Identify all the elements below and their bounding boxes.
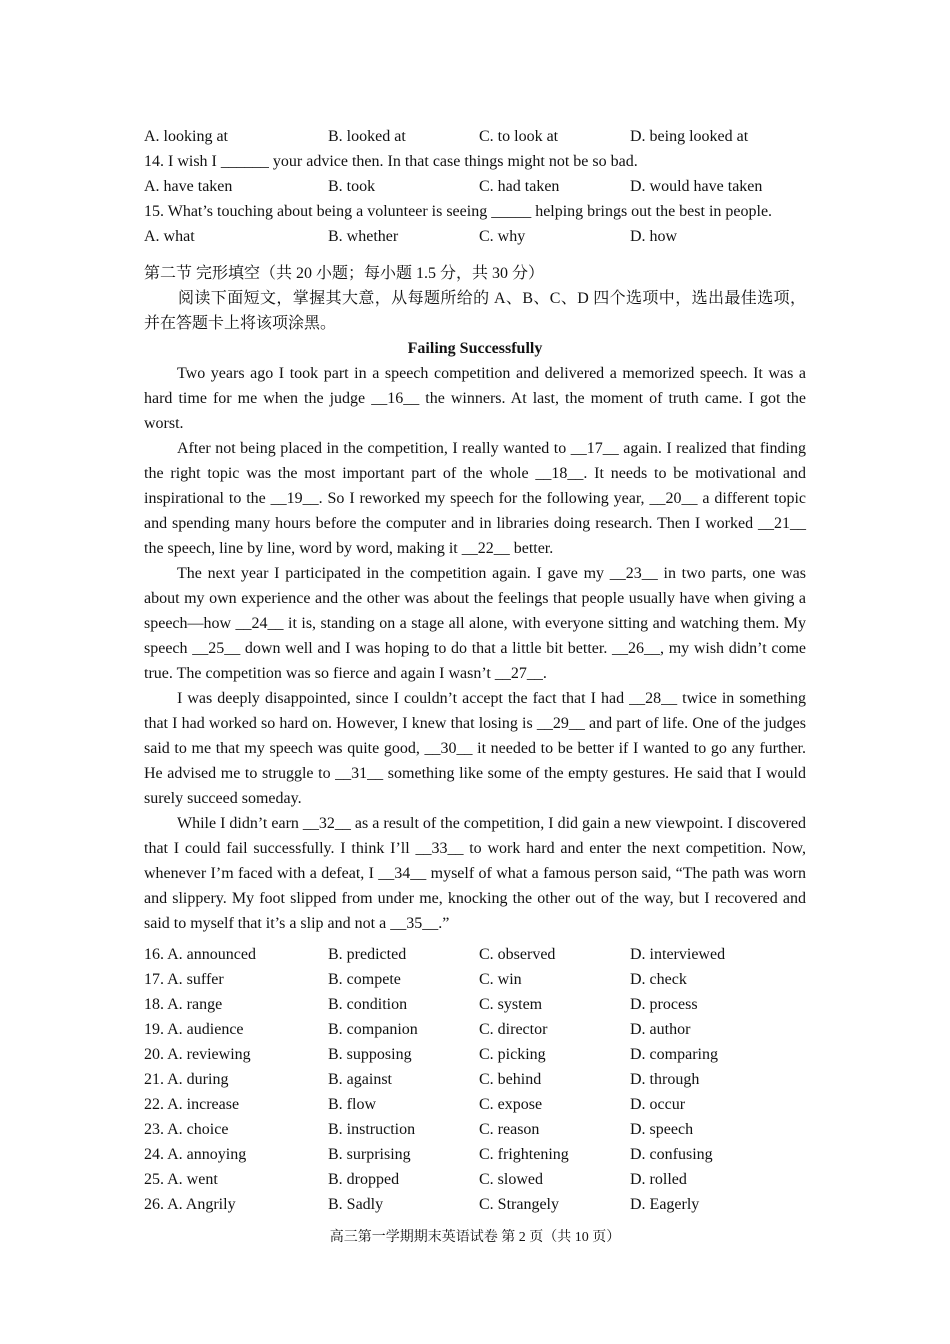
option-a: 18. A. range (144, 996, 223, 1013)
option-a: 16. A. announced (144, 946, 256, 963)
option-d: D. check (630, 971, 687, 988)
answer-row (144, 942, 806, 967)
section-heading: 第二节 完形填空（共 20 小题；每小题 1.5 分，共 30 分） (144, 265, 545, 282)
option-a: 23. A. choice (144, 1121, 229, 1138)
option-c: C. behind (479, 1071, 542, 1088)
passage-paragraph: Two years ago I took part in a speech competition and delivered a memorized speech. It was a hard time for me when the judge __16__ the winners. At last, the moment of truth came. I got the worst. (144, 365, 806, 432)
option-b: B. dropped (328, 1171, 400, 1188)
exam-page (144, 124, 806, 1217)
option-d: D. author (630, 1021, 691, 1038)
q13-options (144, 124, 806, 149)
option-d: D. confusing (630, 1146, 713, 1163)
answer-row (144, 1067, 806, 1092)
option-b: B. flow (328, 1096, 376, 1113)
option-b: B. condition (328, 996, 408, 1013)
option-a: 19. A. audience (144, 1021, 244, 1038)
q14-option-b: B. took (328, 178, 376, 195)
q13-option-d: D. being looked at (630, 128, 749, 145)
q15-stem: 15. What’s touching about being a volunteer is seeing _____ helping brings out the best in people. (144, 203, 773, 220)
option-d: D. through (630, 1071, 700, 1088)
q14-options (144, 174, 806, 199)
passage-title: Failing Successfully (407, 340, 543, 357)
option-c: C. picking (479, 1046, 546, 1063)
q13-option-a: A. looking at (144, 128, 228, 145)
answer-row (144, 967, 806, 992)
q14-option-d: D. would have taken (630, 178, 763, 195)
option-b: B. against (328, 1071, 392, 1088)
option-d: D. comparing (630, 1046, 718, 1063)
q15-option-a: A. what (144, 228, 195, 245)
option-c: C. director (479, 1021, 548, 1038)
option-c: C. slowed (479, 1171, 543, 1188)
option-b: B. companion (328, 1021, 418, 1038)
option-c: C. frightening (479, 1146, 569, 1163)
q15-option-b: B. whether (328, 228, 399, 245)
option-b: B. compete (328, 971, 401, 988)
option-a: 20. A. reviewing (144, 1046, 251, 1063)
option-a: 24. A. annoying (144, 1146, 247, 1163)
option-c: C. system (479, 996, 543, 1013)
option-d: D. process (630, 996, 698, 1013)
option-a: 17. A. suffer (144, 971, 224, 988)
answer-row (144, 1142, 806, 1167)
answer-row (144, 1042, 806, 1067)
passage-paragraph: After not being placed in the competition, I really wanted to __17__ again. I realized that finding the right topic was the most important part of the whole __18__. It needs to be motivational and inspirational to the __19__. So I reworked my speech for the following year, __20__ a different topic and spending many hours before the computer and in libraries doing research. Then I worked __21__ the speech, line by line, word by word, making it __22__ better. (144, 440, 806, 557)
option-b: B. instruction (328, 1121, 416, 1138)
option-c: C. observed (479, 946, 556, 963)
option-a: 21. A. during (144, 1071, 229, 1088)
answer-row (144, 992, 806, 1017)
option-d: D. interviewed (630, 946, 726, 963)
q13-option-b: B. looked at (328, 128, 406, 145)
option-b: B. Sadly (328, 1196, 384, 1213)
q14-option-c: C. had taken (479, 178, 560, 195)
passage-paragraph: While I didn’t earn __32__ as a result of the competition, I did gain a new viewpoint. I discovered that I could fail successfully. I think I’ll __33__ to work hard and enter the next competition. Now, whenever I’m faced with a defeat, I __34__ myself of what a famous person said, “The path was worn and slippery. My foot slipped from under me, knocking the other out of the way, but I recovered and said to myself that it’s a slip and not a __35__.” (144, 815, 806, 932)
option-c: C. win (479, 971, 522, 988)
option-c: C. expose (479, 1096, 543, 1113)
option-a: 26. A. Angrily (144, 1196, 236, 1213)
q15-options (144, 224, 806, 249)
option-b: B. surprising (328, 1146, 411, 1163)
option-b: B. predicted (328, 946, 407, 963)
option-b: B. supposing (328, 1046, 412, 1063)
answer-row (144, 1192, 806, 1217)
q13-option-c: C. to look at (479, 128, 559, 145)
option-d: D. rolled (630, 1171, 687, 1188)
option-d: D. speech (630, 1121, 694, 1138)
q14-stem: 14. I wish I ______ your advice then. In that case things might not be so bad. (144, 153, 638, 170)
page-footer: 高三第一学期期末英语试卷 第 2 页（共 10 页） (329, 1230, 621, 1245)
answer-row (144, 1117, 806, 1142)
passage-paragraph: The next year I participated in the competition again. I gave my __23__ in two parts, one was about my own experience and the other was about the feelings that people usually have when giving a speech—how __24__ it is, standing on a stage all alone, with everyone sitting and watching them. My speech __25__ down well and I was hoping to do that a little bit better. __26__, my wish didn’t come true. The competition was so fierce and again I wasn’t __27__. (144, 565, 806, 682)
answer-row (144, 1017, 806, 1042)
q14-option-a: A. have taken (144, 178, 233, 195)
option-a: 22. A. increase (144, 1096, 240, 1113)
option-a: 25. A. went (144, 1171, 218, 1188)
answer-row (144, 1167, 806, 1192)
passage-paragraph: I was deeply disappointed, since I couldn’t accept the fact that I had __28__ twice in something that I had worked so hard on. However, I knew that losing is __29__ and part of life. One of the judges said to me that my speech was quite good, __30__ it needed to be better if I wanted to go any further. He advised me to struggle to __31__ something like some of the empty gestures. He said that I would surely succeed someday. (144, 690, 806, 807)
answer-options-list (144, 942, 806, 1217)
section-instruction: 阅读下面短文，掌握其大意，从每题所给的 A、B、C、D 四个选项中，选出最佳选项，并在答题卡上将该项涂黑。 (144, 290, 806, 332)
answer-row (144, 1092, 806, 1117)
option-d: D. Eagerly (630, 1196, 700, 1213)
q15-option-c: C. why (479, 228, 526, 245)
option-c: C. reason (479, 1121, 540, 1138)
option-c: C. Strangely (479, 1196, 559, 1213)
option-d: D. occur (630, 1096, 686, 1113)
q15-option-d: D. how (630, 228, 678, 245)
